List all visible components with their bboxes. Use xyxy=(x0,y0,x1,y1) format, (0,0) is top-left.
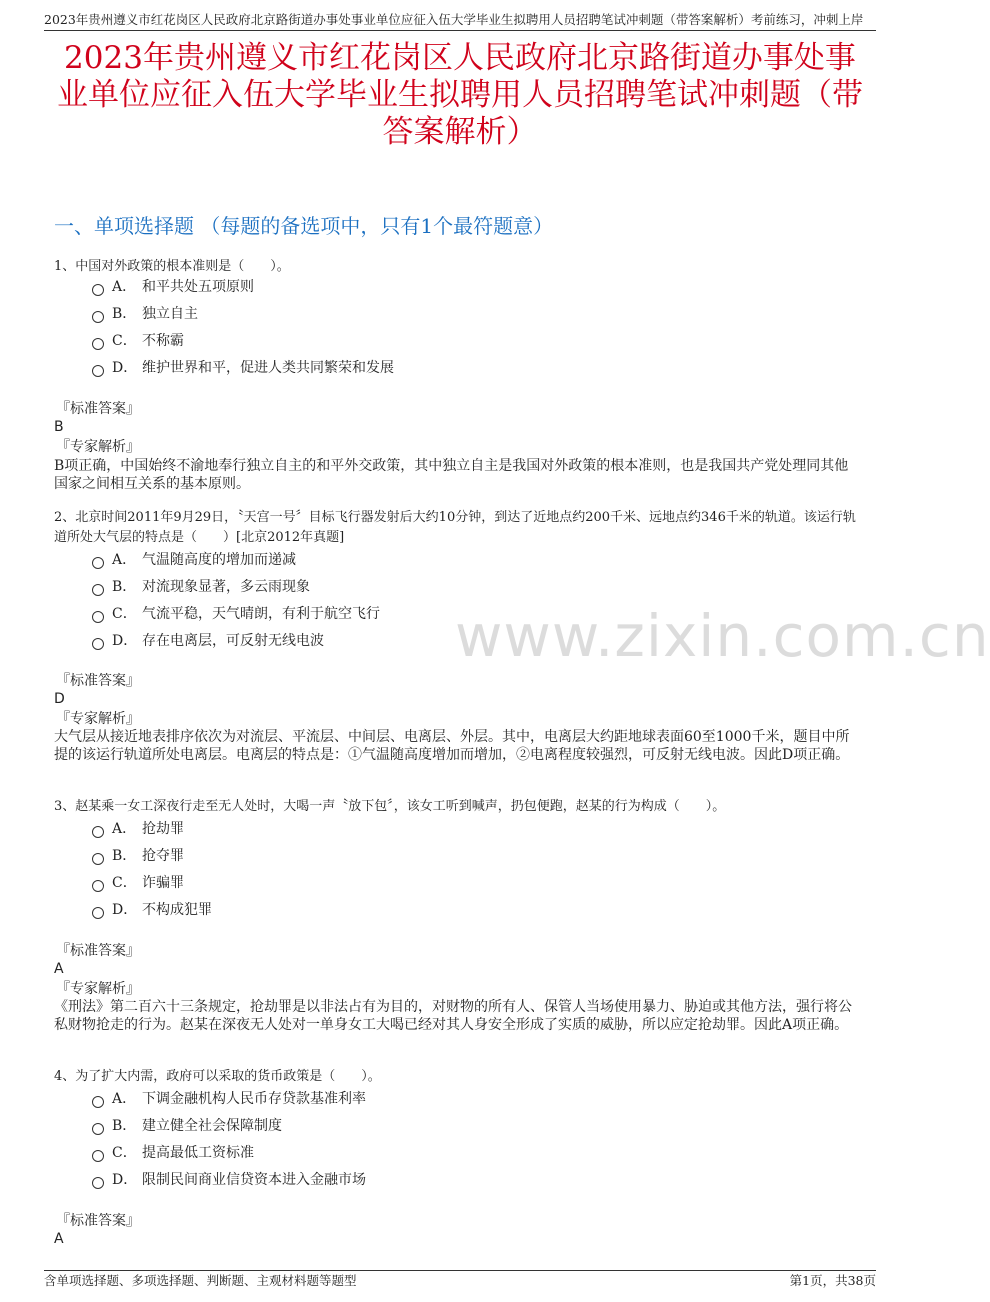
radio-icon[interactable] xyxy=(92,584,104,596)
analysis-text: 大气层从接近地表排序依次为对流层、平流层、中间层、电离层、外层。其中，电离层大约距地球表面60至1000千米，题目中所提的该运行轨道所处电离层。电离层的特点是：①气温随高度增加而增加，②电离程度较强烈，可反射无线电波。因此D项正确。 xyxy=(54,729,850,763)
page-number: 第1页，共38页 xyxy=(789,1273,876,1288)
option-c[interactable]: C． 不称霸 xyxy=(92,331,184,351)
answer-value: A xyxy=(54,961,64,977)
radio-icon[interactable] xyxy=(92,338,104,350)
running-header: 2023年贵州遵义市红花岗区人民政府北京路街道办事处事业单位应征入伍大学毕业生拟聘用人员招聘笔试冲刺题（带答案解析）考前练习，冲刺上岸 xyxy=(44,12,864,27)
answer-value: D xyxy=(54,691,65,707)
answer-label: 『标准答案』 xyxy=(56,401,140,417)
watermark: www.zixin.com.cn xyxy=(455,602,990,670)
radio-icon[interactable] xyxy=(92,638,104,650)
option-a[interactable]: A． 抢劫罪 xyxy=(92,819,184,839)
radio-icon[interactable] xyxy=(92,853,104,865)
option-c[interactable]: C． 提高最低工资标准 xyxy=(92,1143,254,1163)
radio-icon[interactable] xyxy=(92,907,104,919)
radio-icon[interactable] xyxy=(92,1123,104,1135)
option-a[interactable]: A． 下调金融机构人民币存贷款基准利率 xyxy=(92,1089,366,1109)
option-d[interactable]: D． 限制民间商业信贷资本进入金融市场 xyxy=(92,1170,366,1190)
question-stem: 1、中国对外政策的根本准则是（ ）。 xyxy=(54,259,290,274)
radio-icon[interactable] xyxy=(92,1096,104,1108)
option-a[interactable]: A． 气温随高度的增加而递减 xyxy=(92,550,296,570)
option-b[interactable]: B． 对流现象显著，多云雨现象 xyxy=(92,577,310,597)
option-d[interactable]: D． 不构成犯罪 xyxy=(92,900,212,920)
footer-divider xyxy=(44,1270,876,1271)
radio-icon[interactable] xyxy=(92,826,104,838)
option-a[interactable]: A． 和平共处五项原则 xyxy=(92,277,254,297)
option-c[interactable]: C． 诈骗罪 xyxy=(92,873,184,893)
analysis-text: B项正确，中国始终不渝地奉行独立自主的和平外交政策，其中独立自主是我国对外政策的根本准则，也是我国共产党处理同其他国家之间相互关系的基本原则。 xyxy=(54,458,849,492)
radio-icon[interactable] xyxy=(92,365,104,377)
section-heading: 一、单项选择题 （每题的备选项中，只有1个最符题意） xyxy=(54,214,554,238)
radio-icon[interactable] xyxy=(92,1150,104,1162)
radio-icon[interactable] xyxy=(92,284,104,296)
footer-note: 含单项选择题、多项选择题、判断题、主观材料题等题型 xyxy=(44,1273,357,1288)
radio-icon[interactable] xyxy=(92,557,104,569)
option-b[interactable]: B． 抢夺罪 xyxy=(92,846,184,866)
analysis-text: 《刑法》第二百六十三条规定，抢劫罪是以非法占有为目的，对财物的所有人、保管人当场使用暴力、胁迫或其他方法，强行将公私财物抢走的行为。赵某在深夜无人处对一单身女工大喝已经对其人身安全形成了实质的威胁，所以应定抢劫罪。因此A项正确。 xyxy=(54,999,852,1033)
radio-icon[interactable] xyxy=(92,611,104,623)
analysis-label: 『专家解析』 xyxy=(56,981,140,997)
answer-value: A xyxy=(54,1231,64,1247)
answer-label: 『标准答案』 xyxy=(56,1213,140,1229)
radio-icon[interactable] xyxy=(92,311,104,323)
answer-label: 『标准答案』 xyxy=(56,673,140,689)
document-title: 2023年贵州遵义市红花岗区人民政府北京路街道办事处事业单位应征入伍大学毕业生拟聘用人员招聘笔试冲刺题（带答案解析） xyxy=(57,40,863,150)
radio-icon[interactable] xyxy=(92,880,104,892)
option-d[interactable]: D． 维护世界和平，促进人类共同繁荣和发展 xyxy=(92,358,394,378)
analysis-label: 『专家解析』 xyxy=(56,439,140,455)
option-b[interactable]: B． 建立健全社会保障制度 xyxy=(92,1116,282,1136)
radio-icon[interactable] xyxy=(92,1177,104,1189)
analysis-label: 『专家解析』 xyxy=(56,711,140,727)
option-b[interactable]: B． 独立自主 xyxy=(92,304,198,324)
option-d[interactable]: D． 存在电离层，可反射无线电波 xyxy=(92,631,324,651)
question-stem: 3、赵某乘一女工深夜行走至无人处时，大喝一声〝放下包〞，该女工听到喊声，扔包便跑，赵某的行为构成（ ）。 xyxy=(54,799,726,814)
question-stem: 2、北京时间2011年9月29日，〝天宫一号〞目标飞行器发射后大约10分钟，到达了近地点约200千米、远地点约346千米的轨道。该运行轨道所处大气层的特点是（ ）[北京2012年真题] xyxy=(54,510,856,545)
option-c[interactable]: C． 气流平稳，天气晴朗，有利于航空飞行 xyxy=(92,604,380,624)
header-divider xyxy=(44,30,876,31)
answer-label: 『标准答案』 xyxy=(56,943,140,959)
answer-value: B xyxy=(54,419,64,435)
question-stem: 4、为了扩大内需，政府可以采取的货币政策是（ ）。 xyxy=(54,1069,381,1084)
